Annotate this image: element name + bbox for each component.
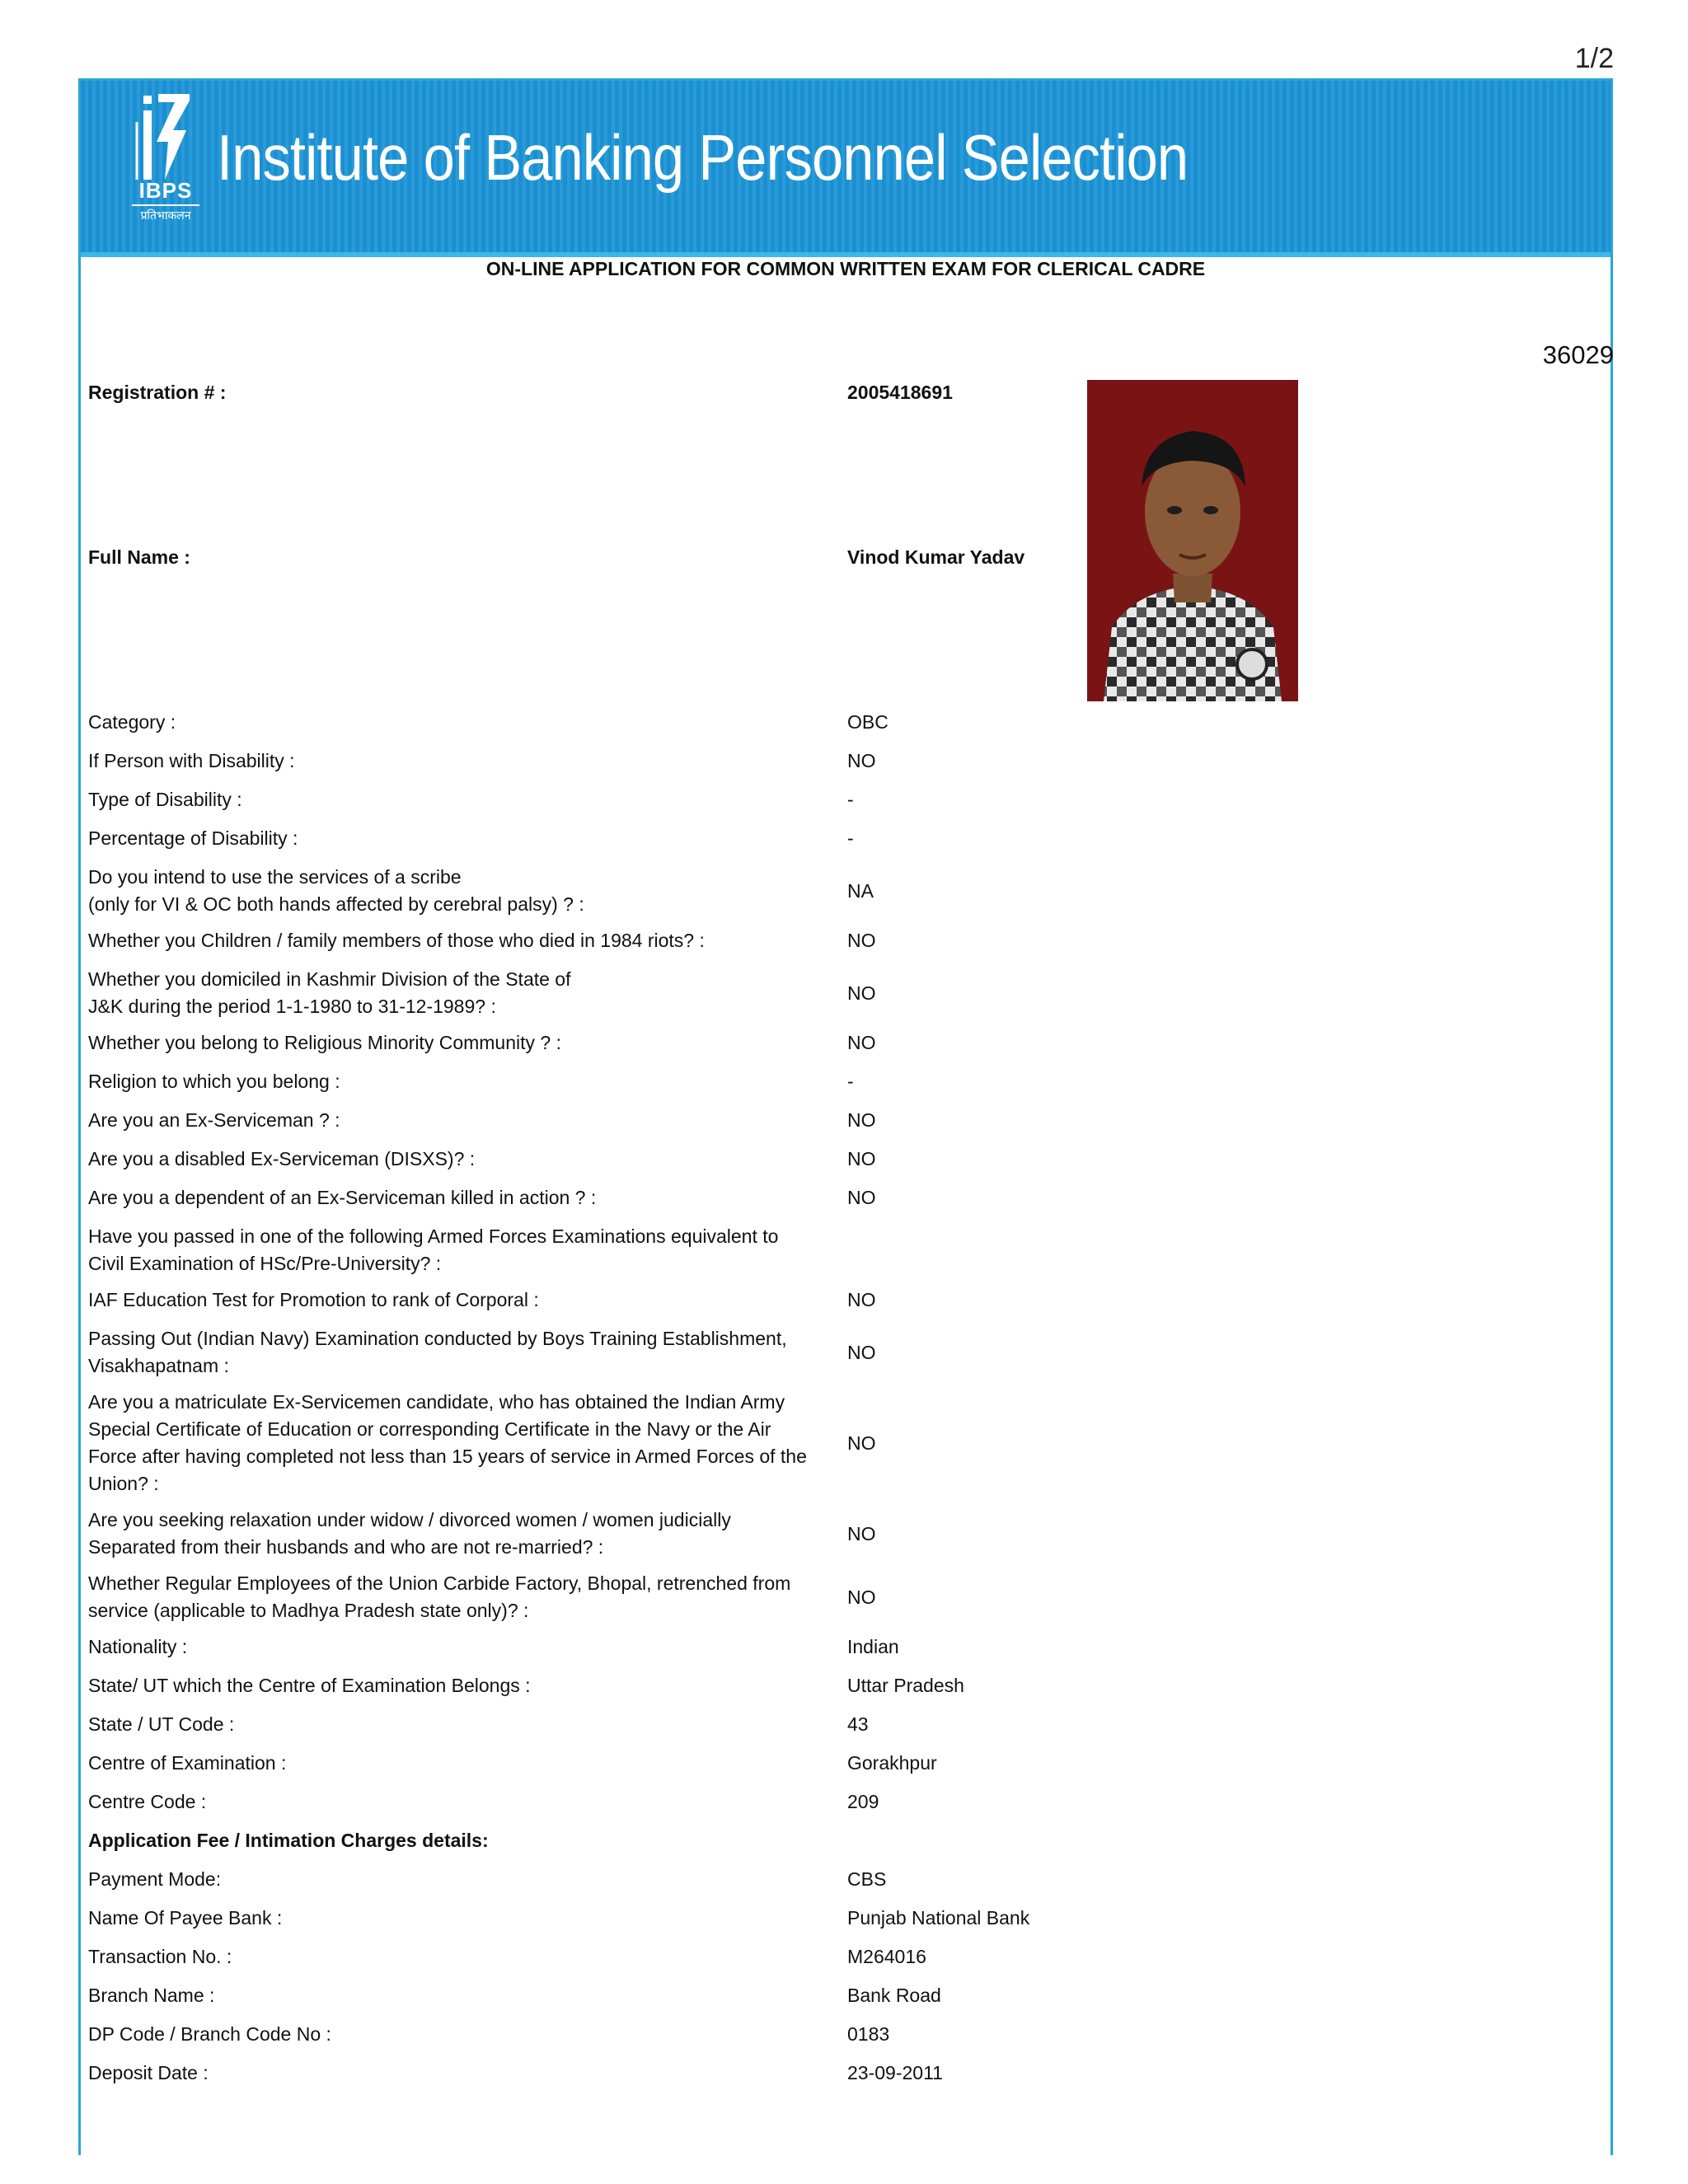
field-row — [88, 1750, 1605, 1783]
field-label: Do you intend to use the services of a scribe (only for VI & OC both hands affected by cerebral palsy) ? : — [88, 866, 584, 915]
field-row — [88, 2060, 1605, 2093]
field-label: Are you an Ex-Serviceman ? : — [88, 1109, 340, 1131]
field-value: NO — [847, 930, 876, 951]
field-row — [88, 1827, 1605, 1860]
field-row — [88, 1146, 1605, 1179]
field-value: NO — [847, 982, 876, 1004]
field-row — [88, 1672, 1605, 1705]
field-label: Whether you domiciled in Kashmir Division of the State of J&K during the period 1-1-1980 to 31-12-1989? : — [88, 968, 571, 1017]
field-row — [88, 748, 1605, 780]
field-row — [88, 825, 1605, 858]
field-value: CBS — [847, 1868, 887, 1890]
field-row — [88, 1711, 1605, 1744]
field-value: Bank Road — [847, 1985, 941, 2006]
field-label: Payment Mode: — [88, 1868, 222, 1890]
field-label: Religion to which you belong : — [88, 1071, 340, 1092]
field-value: NO — [847, 1341, 876, 1363]
field-row — [88, 1068, 1605, 1101]
field-label: Registration # : — [88, 382, 227, 403]
field-row — [88, 864, 1605, 916]
field-value: NO — [847, 1586, 876, 1608]
field-label: Branch Name : — [88, 1985, 215, 2006]
form-frame — [78, 78, 1613, 2155]
field-row — [88, 1507, 1605, 1559]
field-row — [88, 1184, 1605, 1217]
field-value: Gorakhpur — [847, 1752, 937, 1774]
field-label: Whether you belong to Religious Minority Community ? : — [88, 1032, 561, 1053]
field-label: Centre of Examination : — [88, 1752, 287, 1774]
form-title: ON-LINE APPLICATION FOR COMMON WRITTEN EXAM FOR CLERICAL CADRE — [485, 258, 1206, 279]
field-value: Vinod Kumar Yadav — [847, 546, 1025, 568]
field-row — [88, 966, 1605, 1019]
field-label: IAF Education Test for Promotion to rank of Corporal : — [88, 1289, 539, 1310]
field-label: Are you a dependent of an Ex-Serviceman killed in action ? : — [88, 1187, 597, 1208]
field-row — [88, 1905, 1605, 1938]
field-row — [88, 1029, 1605, 1062]
field-value: NA — [847, 879, 874, 902]
field-value: Indian — [847, 1636, 899, 1657]
field-value: OBC — [847, 711, 889, 733]
field-value: NO — [847, 1289, 876, 1310]
field-label: State/ UT which the Centre of Examination Belongs : — [88, 1675, 531, 1696]
field-row — [88, 1788, 1605, 1821]
field-label: If Person with Disability : — [88, 750, 295, 771]
header-banner — [81, 81, 1611, 257]
field-value: - — [847, 827, 854, 849]
field-label: Centre Code : — [88, 1791, 207, 1812]
field-label: Have you passed in one of the following Armed Forces Examinations equivalent to Civil Examination of HSc/Pre-University? : — [88, 1226, 779, 1274]
field-value: NO — [847, 1148, 876, 1169]
field-label: Category : — [88, 711, 176, 733]
field-value: NO — [847, 1109, 876, 1131]
field-row — [88, 379, 1605, 453]
field-value: 43 — [847, 1713, 869, 1735]
field-row — [88, 1325, 1605, 1378]
field-row — [88, 1389, 1605, 1496]
field-row — [88, 1866, 1605, 1899]
field-label: Application Fee / Intimation Charges details: — [88, 1830, 489, 1851]
field-value: 0183 — [847, 2023, 890, 2045]
field-row — [88, 1286, 1605, 1319]
field-label: Transaction No. : — [88, 1946, 232, 1967]
field-label: Nationality : — [88, 1636, 188, 1657]
field-label: Are you a disabled Ex-Serviceman (DISXS)? : — [88, 1148, 476, 1169]
field-value: 23-09-2011 — [847, 2062, 943, 2083]
field-value: NO — [847, 1432, 876, 1454]
logo-wordmark: IBPS — [138, 178, 193, 203]
field-label: DP Code / Branch Code No : — [88, 2023, 331, 2045]
field-value: NO — [847, 1522, 876, 1544]
logo-subtext: प्रतिभाकलन — [132, 204, 199, 223]
field-label: State / UT Code : — [88, 1713, 235, 1735]
field-label: Type of Disability : — [88, 789, 242, 810]
field-label: Percentage of Disability : — [88, 827, 298, 849]
field-label: Name Of Payee Bank : — [88, 1907, 283, 1929]
field-value: Punjab National Bank — [847, 1907, 1030, 1929]
field-label: Are you a matriculate Ex-Servicemen candidate, who has obtained the Indian Army Special Certificate of Education or corresponding Certificate in the Navy or the Air Force after having completed not less than 15 years of service in Armed Forces of the Union? : — [88, 1391, 807, 1494]
field-row — [88, 1223, 1605, 1276]
field-row — [88, 1570, 1605, 1623]
field-label: Whether you Children / family members of those who died in 1984 riots? : — [88, 930, 705, 951]
field-row — [88, 1982, 1605, 2015]
field-value: M264016 — [847, 1946, 926, 1967]
field-value: 2005418691 — [847, 382, 953, 403]
field-label: Are you seeking relaxation under widow / divorced women / women judicially Separated from their husbands and who are not re-married? : — [88, 1509, 731, 1558]
field-row — [88, 1107, 1605, 1140]
field-label: Deposit Date : — [88, 2062, 209, 2083]
field-row — [88, 927, 1605, 960]
field-value: 209 — [847, 1791, 879, 1812]
field-value: - — [847, 1071, 854, 1092]
field-label: Passing Out (Indian Navy) Examination conducted by Boys Training Establishment, Visakhapatnam : — [88, 1328, 787, 1376]
field-value: NO — [847, 750, 876, 771]
field-row — [88, 544, 1605, 618]
page-number: 1/2 — [1574, 43, 1614, 74]
field-row — [88, 1943, 1605, 1976]
field-row — [88, 2021, 1605, 2054]
field-label: Whether Regular Employees of the Union Carbide Factory, Bhopal, retrenched from service (applicable to Madhya Pradesh state only)? : — [88, 1572, 791, 1621]
field-row — [88, 786, 1605, 819]
field-value: NO — [847, 1032, 876, 1053]
field-row — [88, 1633, 1605, 1666]
reference-number: 36029 — [1542, 340, 1614, 369]
field-row — [88, 709, 1605, 742]
field-label: Full Name : — [88, 546, 190, 568]
field-value: Uttar Pradesh — [847, 1675, 964, 1696]
organization-name: Institute of Banking Personnel Selection — [217, 121, 1189, 194]
field-value: NO — [847, 1187, 876, 1208]
field-value: - — [847, 789, 854, 810]
